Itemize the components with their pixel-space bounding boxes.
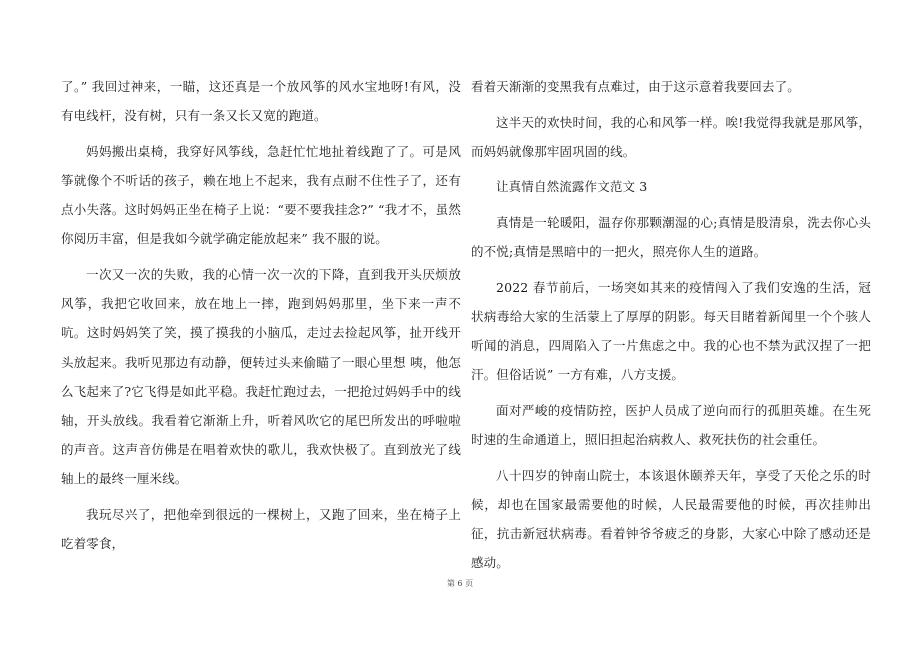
paragraph: 我玩尽兴了，把他牵到很远的一棵树上，又跑了回来，坐在椅子上吃着零食，	[61, 507, 461, 552]
section-heading: 让真情自然流露作文范文 3	[496, 179, 648, 195]
paragraph: 了。” 我回过神来，一瞄，这还真是一个放风筝的风水宝地呀!有风，没有电线杆，没有树，只有一条又长又宽的跑道。	[61, 79, 461, 124]
paragraph: 看着天渐渐的变黑我有点难过，由于这示意着我要回去了。	[471, 79, 800, 94]
right-column	[471, 72, 871, 578]
paragraph: 一次又一次的失败，我的心情一次一次的下降，直到我开头厌烦放风筝，我把它收回来，放在地上一摔，跑到妈妈那里，坐下来一声不吭。这时妈妈笑了笑，摸了摸我的小脑瓜，走过去捡起风筝，扯开线开头放起来。我听见那边有动静，便转过头来偷瞄了一眼心里想 咦，他怎么飞起来了?它飞得是如此平稳。我赶忙跑过去，一把抢过妈妈手中的线轴，开头放线。我看着它渐渐上升，听着风吹它的尾巴所发出的呼啦啦的声音。这声音仿佛是在唱着欢快的歌儿，我欢快极了。直到放光了线轴上的最终一厘米线。	[61, 267, 461, 487]
left-column	[61, 72, 461, 558]
paragraph: 这半天的欢快时间，我的心和风筝一样。唉!我觉得我就是那风筝，而妈妈就像那牢固巩固的线。	[471, 114, 871, 159]
page-number: 第 6 页	[446, 579, 474, 588]
paragraph: 真情是一轮暖阳，温存你那颗潮湿的心;真情是股清泉，洗去你心头的不悦;真情是黑暗中的一把火，照亮你人生的道路。	[471, 214, 871, 260]
paragraph: 八十四岁的钟南山院士，本该退休颐养天年，享受了天伦之乐的时候，却也在国家最需要他的时候，人民最需要他的时候，再次挂帅出征，抗击新冠状病毒。看着钟爷爷疲乏的身影，大家心中除了感动还是感动。	[471, 467, 871, 571]
paragraph: 面对严峻的疫情防控，医护人员成了逆向而行的孤胆英雄。在生死时速的生命通道上，照旧担起治病救人、救死扶伤的社会重任。	[471, 402, 871, 448]
paragraph: 2022 春节前后，一场突如其来的疫情闯入了我们安逸的生活，冠状病毒给大家的生活蒙上了厚厚的阴影。每天目睹着新闻里一个个骇人听闻的消息，四周陷入了一片焦虑之中。我的心也不禁为武汉捏了一把汗。但俗话说” 一方有难，八方支援。	[471, 279, 871, 383]
paragraph: 妈妈搬出桌椅，我穿好风筝线，急赶忙忙地扯着线跑了了。可是风筝就像个不听话的孩子，赖在地上不起来，我有点耐不住性子了，还有点小失落。这时妈妈正坐在椅子上说：“要不要我挂念?” “我才不，虽然你阅历丰富，但是我如今就学确定能放起来” 我不服的说。	[61, 143, 461, 247]
